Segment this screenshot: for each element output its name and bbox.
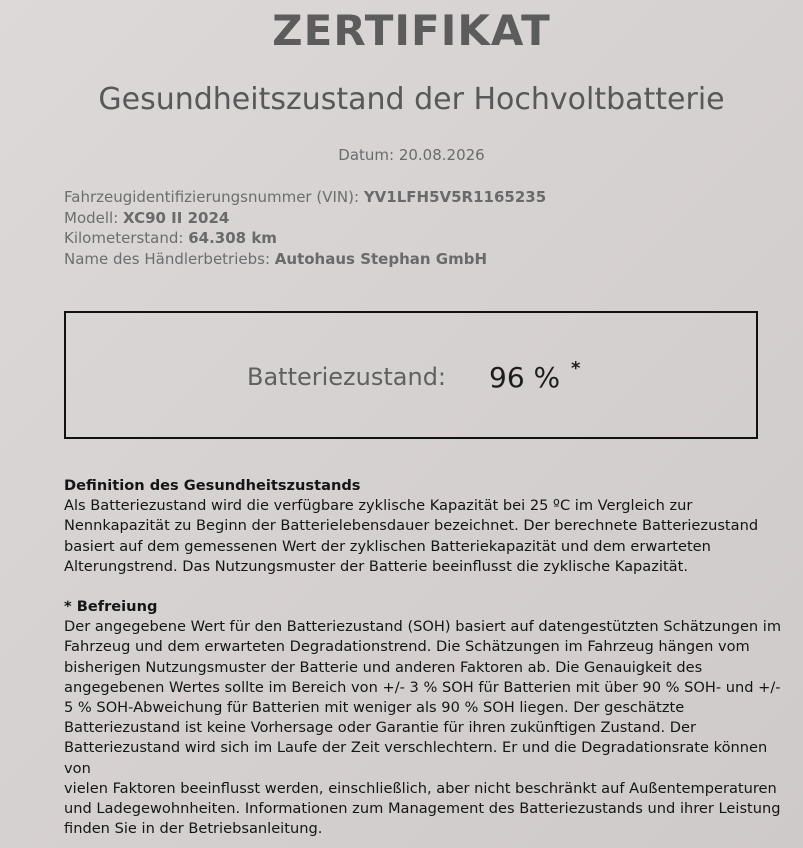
definition-section — [64, 476, 794, 577]
exemption-heading: * Befreiung — [64, 598, 158, 615]
certificate-date: Datum: 20.08.2026 — [338, 146, 485, 164]
exemption-line: Batteriezustand wird sich im Laufe der Zeit verschlechtern. Er und die Degradationsrate können von — [64, 739, 768, 777]
mileage-row — [64, 228, 546, 249]
certificate-title: ZERTIFIKAT — [272, 6, 551, 55]
footnote-asterisk: * — [571, 358, 581, 379]
vin-label: Fahrzeugidentifizierungsnummer (VIN): — [64, 188, 360, 206]
mileage-label: Kilometerstand: — [64, 229, 184, 247]
model-label: Modell: — [64, 208, 119, 227]
exemption-line: finden Sie in der Betriebsanleitung. — [64, 820, 323, 838]
battery-health-box — [64, 311, 758, 439]
mileage-value: 64.308 km — [188, 229, 277, 247]
vin-value: YV1LFH5V5R1165235 — [363, 188, 547, 206]
battery-health-label: Batteriezustand: — [247, 363, 447, 391]
exemption-line: bisherigen Nutzungsmuster der Batterie und anderen Faktoren ab. Die Genauigkeit des — [64, 658, 703, 676]
exemption-line: Fahrzeug und dem erwarteten Degradationstrend. Die Schätzungen im Fahrzeug hängen vom — [64, 638, 750, 656]
battery-health-value: 96 % — [489, 361, 561, 394]
definition-heading: Definition des Gesundheitszustands — [64, 477, 361, 494]
definition-line: basiert auf dem gemessenen Wert der zyklischen Batteriekapazität und dem erwarteten — [64, 537, 711, 555]
certificate-subtitle: Gesundheitszustand der Hochvoltbatterie — [98, 82, 725, 117]
vin-row — [64, 187, 546, 208]
exemption-line: vielen Faktoren beeinflusst werden, einschließlich, aber nicht beschränkt auf Außentemperaturen — [64, 779, 777, 797]
dealer-value: Autohaus Stephan GmbH — [274, 249, 488, 268]
model-value: XC90 II 2024 — [123, 208, 230, 227]
definition-line: Nennkapazität zu Beginn der Batterielebensdauer bezeichnet. Der berechnete Batteriezustand — [64, 517, 759, 535]
exemption-line: und Ladegewohnheiten. Informationen zum Management des Batteriezustands und ihrer Leistung — [64, 800, 781, 818]
dealer-label: Name des Händlerbetriebs: — [64, 249, 271, 268]
model-row — [64, 208, 546, 229]
definition-line: Als Batteriezustand wird die verfügbare zyklische Kapazität bei 25 ºC im Vergleich zur — [64, 497, 693, 515]
exemption-line: angegebenen Wertes sollte im Bereich von +/- 3 % SOH für Batterien mit über 90 % SOH- und +/- — [64, 678, 781, 696]
exemption-section — [64, 597, 794, 839]
exemption-line: Batteriezustand ist keine Vorhersage oder Garantie für ihren zukünftigen Zustand. Der — [64, 719, 697, 737]
vehicle-info — [64, 187, 546, 269]
exemption-line: 5 % SOH-Abweichung für Batterien mit weniger als 90 % SOH liegen. Der geschätzte — [64, 699, 685, 717]
definition-line: Alterungstrend. Das Nutzungsmuster der Batterie beeinflusst die zyklische Kapazität. — [64, 557, 688, 575]
dealer-row — [64, 249, 546, 270]
exemption-line: Der angegebene Wert für den Batteriezustand (SOH) basiert auf datengestützten Schätzungen im — [64, 618, 782, 636]
